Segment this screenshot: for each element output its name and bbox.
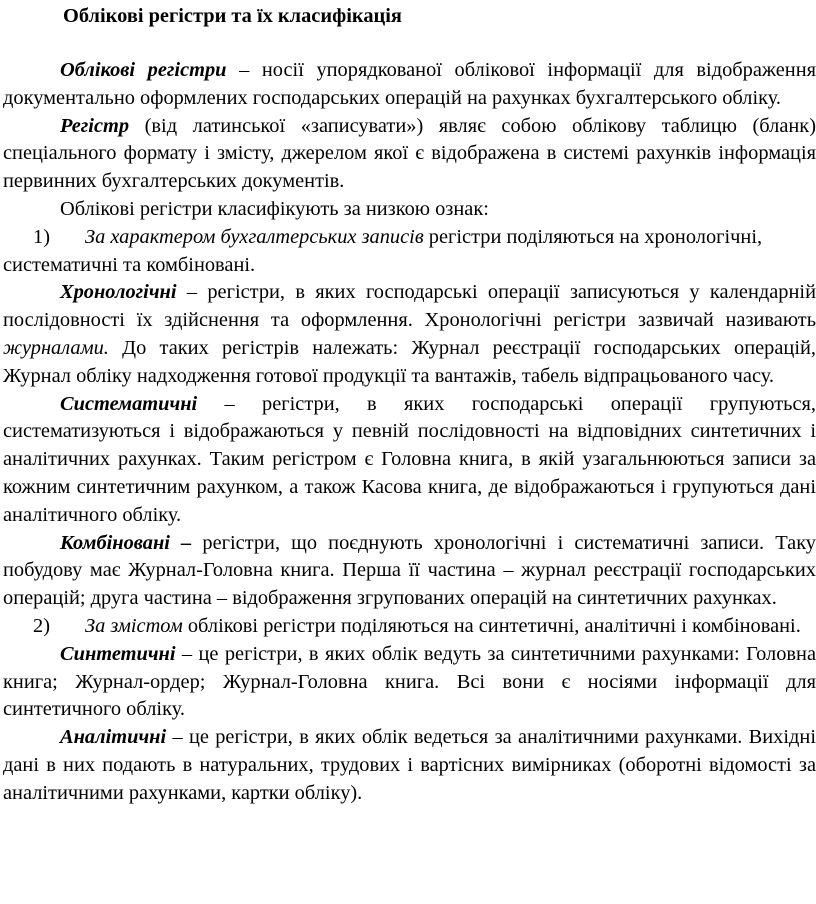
term-syntetychni: Синтетичні — [60, 642, 176, 665]
term-systematychni: Систематичні — [60, 392, 198, 415]
list-item-1 — [3, 224, 816, 280]
paragraph-chronological — [3, 279, 816, 390]
paragraph-text: регістри поділяються на хронологічні, систематичні та комбіновані. — [3, 225, 763, 276]
paragraph-classification-intro — [3, 196, 816, 224]
paragraph-text: – носії упорядкованої облікової інформації для відображення документально оформлених господарських операцій на рахунках бухгалтерського обліку. — [3, 59, 816, 109]
term-khronolohichni: Хронологічні — [60, 281, 177, 304]
term-analitychni: Аналітичні — [60, 726, 167, 749]
paragraph-text: До таких регістрів належать: Журнал реєстрації господарських операцій, Журнал обліку надходження готової продукції та вантажів, табель відпрацьованого часу. — [3, 336, 816, 387]
document-title: Облікові регістри та їх класифікація — [63, 5, 402, 27]
italic-term-zhurnaly: журналами. — [3, 336, 109, 359]
paragraph-text: – регістри, в яких господарські операції групуються, систематизуються і відображаються у певній послідовності на відповідних синтетичних і аналітичних рахунках. Таким регістром є Головна книга, в якій узагальнюються записи за кожним синтетичним рахунком, а також Касова книга, де відображаються і групуються дані аналітичного обліку. — [3, 392, 816, 526]
paragraph-text: Облікові регістри класифікують за низкою ознак: — [60, 197, 489, 220]
list-item-heading: За змістом — [85, 614, 183, 637]
list-number: 2) — [33, 614, 50, 637]
paragraph-definition-registers — [3, 57, 816, 113]
term-reiestr: Регістр — [60, 114, 130, 137]
paragraph-definition-register — [3, 113, 816, 196]
list-item-2 — [3, 613, 816, 641]
paragraph-combined — [3, 530, 816, 613]
term-oblikovi-reiestry: Облікові регістри — [60, 59, 227, 81]
paragraph-analytical — [3, 724, 816, 807]
paragraph-text: регістри, що поєднують хронологічні і систематичні записи. Таку побудову має Журнал-Головна книга. Перша її частина – журнал реєстрації господарських операцій; друга частина – відображення згрупованих операцій на синтетичних рахунках. — [3, 531, 816, 610]
paragraph-text: – регістри, в яких господарські операції записуються у календарній послідовності їх здійснення та оформлення. Хронологічні регістри зазвичай називають — [3, 281, 816, 332]
paragraph-text: – це регістри, в яких облік ведеться за аналітичними рахунками. Вихідні дані в них подають в натуральних, трудових і вартісних вимірниках (оборотні відомості за аналітичними рахунками, картки обліку). — [3, 726, 816, 804]
paragraph-text: – це регістри, в яких облік ведуть за синтетичними рахунками: Головна книга; Журнал-ордер; Журнал-Головна книга. Всі вони є носіями інформації для синтетичного обліку. — [3, 642, 816, 721]
paragraph-text: облікові регістри поділяються на синтетичні, аналітичні і комбіновані. — [182, 614, 801, 637]
term-kombinovani: Комбіновані – — [60, 531, 192, 554]
list-number: 1) — [33, 225, 50, 248]
paragraph-synthetic — [3, 641, 816, 724]
blank-line — [3, 30, 816, 57]
paragraph-systematic — [3, 391, 816, 530]
paragraph-text: (від латинської «записувати») являє собою облікову таблицю (бланк) спеціального формату і змісту, джерелом якої є відображена в системі рахунків інформація первинних бухгалтерських документів. — [3, 114, 816, 193]
list-item-heading: За характером бухгалтерських записів — [85, 225, 424, 248]
